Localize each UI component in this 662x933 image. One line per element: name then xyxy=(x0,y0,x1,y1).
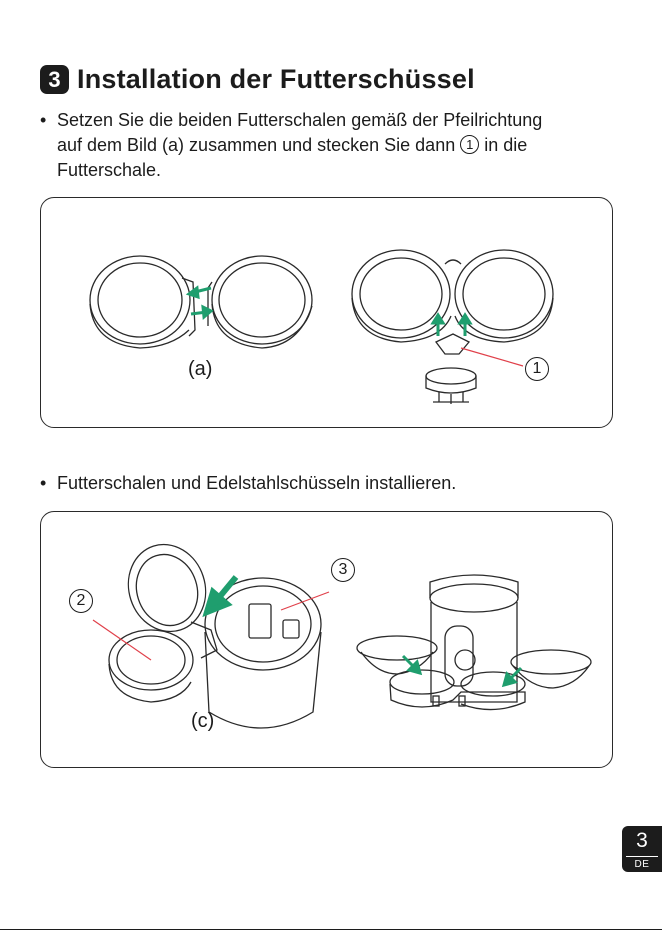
callout-2 xyxy=(69,588,93,613)
callout-2-number: 2 xyxy=(69,589,93,613)
page-language: DE xyxy=(634,859,650,870)
section-heading xyxy=(40,64,475,95)
page-number-tab xyxy=(622,826,662,872)
bowl-assembly-illustration xyxy=(41,198,612,427)
callout-1 xyxy=(525,356,549,381)
bullet-1-line-3: Futterschale. xyxy=(57,160,162,180)
page-number: 3 xyxy=(636,829,648,852)
instruction-bullet-2 xyxy=(40,471,456,496)
page-tab-divider xyxy=(626,856,658,857)
section-title: Installation der Futterschüssel xyxy=(77,64,475,94)
figure-panel-c xyxy=(40,511,613,768)
bowl-installation-illustration xyxy=(41,512,612,767)
circled-ref-1: 1 xyxy=(460,135,479,154)
callout-1-number: 1 xyxy=(525,357,549,381)
bullet-1-line-2: auf dem Bild (a) zusammen und stecken Sie dann 1 in die xyxy=(57,135,528,155)
figure-label-c: (c) xyxy=(191,710,215,732)
callout-3-number: 3 xyxy=(331,558,355,582)
figure-label-a: (a) xyxy=(188,358,213,380)
bullet-1-line-1: Setzen Sie die beiden Futterschalen gemäß der Pfeilrichtung xyxy=(57,110,543,130)
instruction-bullet-1 xyxy=(40,108,542,183)
footer-divider xyxy=(0,929,662,930)
figure-panel-a xyxy=(40,197,613,428)
bullet-2-text: Futterschalen und Edelstahlschüsseln installieren. xyxy=(57,473,457,493)
bullet-dot: • xyxy=(40,110,47,130)
step-number-badge: 3 xyxy=(40,65,69,94)
bullet-dot: • xyxy=(40,473,47,493)
callout-3 xyxy=(331,557,355,582)
